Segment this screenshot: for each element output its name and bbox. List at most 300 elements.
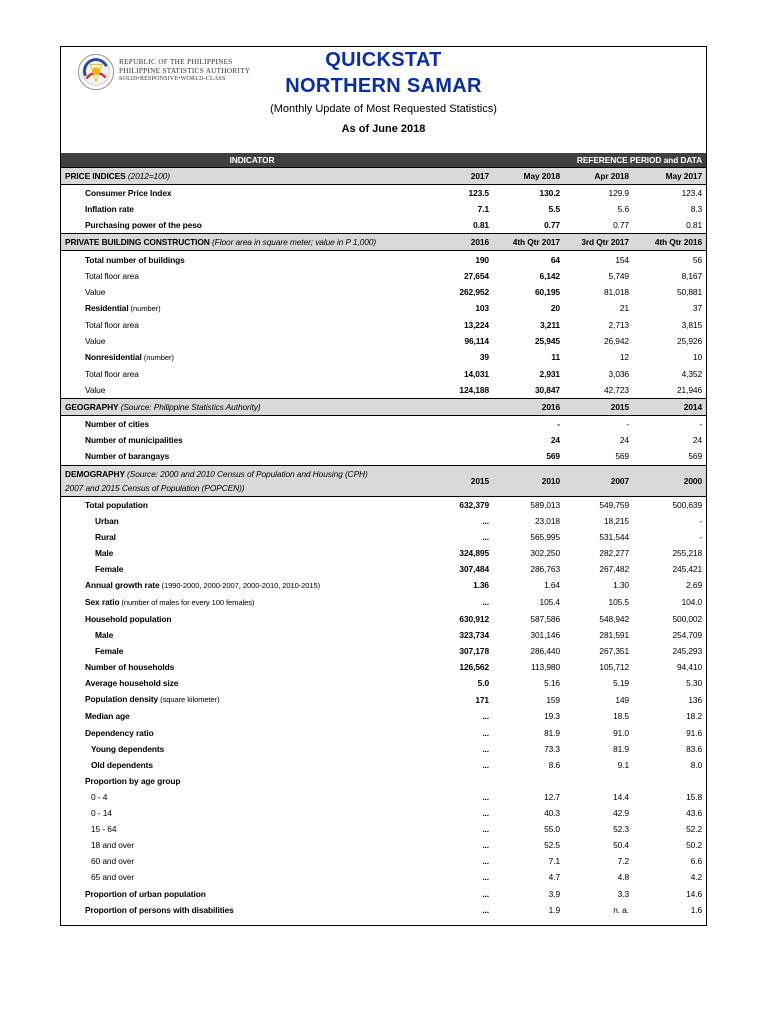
data-cell: 548,942: [599, 614, 629, 625]
indicator-label: [61, 496, 443, 513]
period-header: 2010: [493, 465, 564, 496]
table-row: [61, 416, 706, 433]
data-cell: [443, 448, 493, 465]
indicator-qualifier: (1990-2000, 2000-2007, 2000-2010, 2010-2015): [159, 580, 321, 590]
data-cell: 113,980: [531, 662, 560, 673]
data-cell: 9.1: [617, 759, 629, 770]
indicator-label: [61, 659, 443, 675]
data-cell: 5.6: [617, 204, 629, 215]
data-cell: 96,114: [464, 335, 489, 346]
data-cell: 42.9: [613, 808, 629, 819]
data-cell: 103: [475, 303, 489, 314]
data-cell: ...: [482, 791, 489, 802]
data-cell: 307,178: [459, 646, 489, 657]
data-cell: 2,713: [608, 319, 629, 330]
indicator-label: [61, 725, 443, 741]
data-cell: 26,942: [603, 335, 629, 346]
table-row: [61, 333, 706, 349]
data-cell: 123.4: [681, 188, 703, 199]
section-title: [61, 234, 443, 251]
period-header: 2017: [443, 168, 493, 185]
data-cell: 42,723: [603, 385, 629, 396]
section-note: (Floor area in square meter; value in P 1,000): [211, 237, 377, 248]
data-cell: [564, 773, 633, 789]
indicator-name: Old dependents: [91, 759, 153, 770]
table-row: [61, 643, 706, 659]
data-cell: 12.7: [544, 791, 560, 802]
table-row: [61, 448, 706, 465]
data-cell: 1.36: [473, 580, 489, 591]
data-cell: 245,421: [672, 563, 703, 574]
data-cell: 5.5: [548, 204, 560, 215]
period-header: 4th Qtr 2017: [493, 234, 564, 251]
indicator-label: [61, 773, 443, 789]
data-cell: 0.77: [544, 220, 560, 231]
indicator-name: 65 and over: [91, 872, 135, 883]
agency-line-2: PHILIPPINE STATISTICS AUTHORITY: [119, 66, 251, 75]
data-cell: ...: [482, 824, 489, 835]
section-title: [61, 465, 443, 496]
data-cell: ...: [482, 904, 489, 915]
indicator-name: Total population: [85, 499, 148, 510]
data-cell: 37: [692, 303, 703, 314]
indicator-qualifier: (square kilometer): [158, 695, 220, 705]
indicator-name: Female: [95, 563, 124, 574]
indicator-name: Inflation rate: [85, 204, 134, 215]
data-cell: 91.6: [686, 727, 703, 738]
indicator-name: Young dependents: [91, 743, 165, 754]
period-header: 2007: [564, 465, 633, 496]
table-row: [61, 789, 706, 805]
table-row: [61, 529, 706, 545]
agency-tagline: SOLID•RESPONSIVE•WORLD-CLASS: [119, 76, 226, 83]
indicator-label: [61, 757, 443, 773]
table-row: [61, 837, 706, 853]
data-cell: [443, 416, 493, 433]
data-cell: 0.77: [613, 220, 629, 231]
indicator-name: 0 - 4: [91, 791, 108, 802]
data-cell: 171: [475, 694, 489, 705]
data-cell: 91.0: [613, 727, 629, 738]
section-header-demography: [61, 465, 706, 496]
table-row: [61, 659, 706, 675]
data-cell: ...: [482, 727, 489, 738]
statistics-table-body: [61, 153, 706, 918]
indicator-name: Male: [95, 547, 114, 558]
table-row: [61, 594, 706, 611]
indicator-label: [61, 627, 443, 643]
period-header: May 2018: [493, 168, 564, 185]
indicator-name: Proportion of persons with disabilities: [85, 904, 234, 915]
indicator-name: Value: [85, 286, 106, 297]
data-cell: 52.3: [613, 824, 629, 835]
data-cell: 8.6: [548, 759, 560, 770]
data-cell: 5,749: [608, 270, 629, 281]
indicator-label: [61, 217, 443, 234]
data-cell: 25,926: [677, 335, 703, 346]
data-cell: 3,211: [540, 319, 560, 330]
data-cell: 565,995: [530, 531, 560, 542]
data-cell: 50.4: [613, 840, 629, 851]
indicator-name: Female: [95, 646, 124, 657]
data-cell: 307,484: [459, 563, 489, 574]
section-label: PRICE INDICES: [65, 171, 128, 182]
table-row: [61, 349, 706, 366]
indicator-label: [61, 869, 443, 885]
table-row: [61, 300, 706, 317]
data-cell: [633, 773, 706, 789]
section-title: [61, 399, 443, 416]
data-cell: 569: [546, 451, 560, 462]
data-cell: 55.0: [544, 824, 560, 835]
data-cell: 10: [692, 352, 703, 363]
table-row: [61, 627, 706, 643]
indicator-name: Total floor area: [85, 270, 139, 281]
sheet-header: [61, 47, 706, 153]
data-cell: 13,224: [463, 319, 489, 330]
data-cell: 630,912: [459, 614, 489, 625]
indicator-label: [61, 821, 443, 837]
data-cell: 60,195: [534, 286, 560, 297]
data-cell: 0.81: [686, 220, 703, 231]
data-cell: 52.2: [686, 824, 703, 835]
data-cell: 23,018: [534, 515, 560, 526]
data-cell: ...: [482, 743, 489, 754]
indicator-label: [61, 251, 443, 268]
indicator-name: Number of municipalities: [85, 435, 183, 446]
data-cell: ...: [482, 531, 489, 542]
indicator-name: Purchasing power of the peso: [85, 220, 202, 231]
indicator-name: Male: [95, 630, 114, 641]
table-row: [61, 432, 706, 448]
indicator-name: Annual growth rate: [85, 579, 160, 590]
indicator-name: Proportion by age group: [85, 775, 181, 786]
data-cell: 2,931: [539, 368, 560, 379]
data-cell: 50,881: [677, 286, 703, 297]
indicator-label: [61, 708, 443, 724]
table-row: [61, 691, 706, 708]
data-cell: 39: [479, 352, 489, 363]
period-header: 2015: [564, 399, 633, 416]
indicator-label: [61, 885, 443, 901]
table-row: [61, 201, 706, 217]
data-cell: 18,215: [603, 515, 629, 526]
section-source-note: (Source: 2000 and 2010 Census of Population and Housing (CPH): [127, 468, 368, 479]
indicator-label: [61, 545, 443, 561]
table-row: [61, 611, 706, 627]
data-cell: 12: [619, 352, 629, 363]
data-cell: 190: [475, 254, 489, 265]
table-row: [61, 805, 706, 821]
indicator-name: Value: [85, 385, 106, 396]
indicator-name: 0 - 14: [91, 808, 112, 819]
data-cell: 52.5: [544, 840, 560, 851]
indicator-name: Rural: [95, 531, 116, 542]
indicator-name: 60 and over: [91, 856, 135, 867]
section-label: GEOGRAPHY: [65, 402, 121, 413]
data-cell: 7.1: [477, 204, 489, 215]
table-row: [61, 496, 706, 513]
data-cell: 94,410: [677, 662, 703, 673]
data-cell: 19.3: [544, 711, 560, 722]
data-cell: 124,188: [459, 385, 489, 396]
data-cell: 282,277: [599, 547, 629, 558]
table-row: [61, 902, 706, 918]
indicator-name: Consumer Price Index: [85, 188, 172, 199]
table-row: [61, 382, 706, 399]
data-cell: [443, 432, 493, 448]
data-cell: 11: [551, 352, 560, 363]
indicator-label: [61, 284, 443, 300]
indicator-name: Number of households: [85, 662, 175, 673]
data-cell: 20: [550, 303, 560, 314]
data-cell: 24: [692, 435, 703, 446]
table-row: [61, 725, 706, 741]
data-cell: 18.2: [686, 711, 703, 722]
section-source-note: 2007 and 2015 Census of Population (POPCEN)): [65, 482, 245, 493]
data-cell: 632,379: [459, 499, 489, 510]
data-cell: 73.3: [544, 743, 560, 754]
agency-line-1: REPUBLIC OF THE PHILIPPINES: [119, 58, 233, 66]
data-cell: [443, 773, 493, 789]
data-cell: 18.5: [613, 711, 629, 722]
indicator-name: Median age: [85, 711, 130, 722]
data-cell: 286,440: [530, 646, 560, 657]
table-row: [61, 217, 706, 234]
data-cell: 105.5: [608, 597, 629, 608]
indicator-name: 18 and over: [91, 840, 135, 851]
data-cell: 531,544: [599, 531, 629, 542]
data-cell: 286,763: [530, 563, 560, 574]
indicator-name: Total number of buildings: [85, 254, 185, 265]
data-cell: 105,712: [599, 662, 629, 673]
data-cell: -: [699, 531, 703, 542]
indicator-label: [61, 837, 443, 853]
title-province: NORTHERN SAMAR: [285, 75, 482, 97]
indicator-name: Number of cities: [85, 419, 150, 430]
period-header: 2014: [633, 399, 706, 416]
indicator-header: INDICATOR: [61, 153, 443, 168]
table-row: [61, 853, 706, 869]
data-cell: ...: [482, 888, 489, 899]
table-row: [61, 545, 706, 561]
period-header: 2016: [443, 234, 493, 251]
indicator-name: Dependency ratio: [85, 727, 154, 738]
subtitle: (Monthly Update of Most Requested Statistics): [270, 103, 497, 115]
indicator-name: Residential: [85, 302, 129, 313]
data-cell: 267,482: [599, 563, 629, 574]
table-row: [61, 268, 706, 284]
data-cell: 3.9: [548, 888, 560, 899]
section-label: PRIVATE BUILDING CONSTRUCTION: [65, 237, 212, 248]
data-cell: 267,351: [599, 646, 629, 657]
data-cell: 587,586: [530, 614, 560, 625]
data-cell: 6,142: [539, 270, 560, 281]
data-cell: -: [699, 515, 703, 526]
table-row: [61, 513, 706, 529]
data-cell: 3,036: [608, 368, 629, 379]
table-row: [61, 251, 706, 268]
data-cell: 5.30: [686, 678, 703, 689]
data-cell: 159: [546, 694, 560, 705]
data-cell: 8,167: [681, 270, 703, 281]
section-title: [61, 168, 443, 185]
data-cell: 0.81: [473, 220, 489, 231]
section-header-building: [61, 234, 706, 251]
data-cell: 569: [615, 451, 629, 462]
data-cell: 24: [619, 435, 629, 446]
data-cell: 64: [550, 254, 560, 265]
indicator-name: Average household size: [85, 678, 179, 689]
data-cell: 81,018: [603, 286, 629, 297]
data-cell: 24: [550, 435, 560, 446]
data-cell: 81.9: [544, 727, 560, 738]
indicator-name: Total floor area: [85, 319, 139, 330]
table-row: [61, 675, 706, 691]
indicator-qualifier: (number of males for every 100 females): [119, 597, 255, 607]
indicator-label: [61, 675, 443, 691]
data-cell: 149: [615, 694, 629, 705]
table-row: [61, 366, 706, 382]
period-header: 2015: [443, 465, 493, 496]
data-cell: 14.4: [613, 791, 629, 802]
data-cell: 14.6: [686, 888, 703, 899]
section-label: DEMOGRAPHY: [65, 468, 128, 479]
data-cell: 4.7: [548, 872, 560, 883]
data-cell: 255,218: [672, 547, 703, 558]
indicator-label: [61, 513, 443, 529]
indicator-qualifier: (number): [141, 352, 174, 362]
data-cell: 281,591: [599, 630, 629, 641]
data-cell: 21,946: [677, 385, 703, 396]
data-cell: 8.3: [690, 204, 703, 215]
data-cell: -: [626, 419, 629, 430]
statistics-table: [61, 153, 706, 918]
data-cell: 3.3: [617, 888, 629, 899]
period-header: 3rd Qtr 2017: [564, 234, 633, 251]
indicator-label: [61, 448, 443, 465]
data-cell: 302,250: [530, 547, 560, 558]
data-cell: n. a.: [613, 904, 629, 915]
data-cell: 27,654: [463, 270, 489, 281]
data-cell: 129.9: [608, 188, 629, 199]
data-cell: 323,734: [459, 630, 489, 641]
data-cell: 1.9: [548, 904, 560, 915]
indicator-label: [61, 333, 443, 349]
table-row: [61, 757, 706, 773]
table-row: [61, 284, 706, 300]
period-header: [443, 399, 493, 416]
indicator-name: Household population: [85, 614, 172, 625]
data-cell: 254,709: [672, 630, 703, 641]
indicator-label: [61, 268, 443, 284]
indicator-name: Proportion of urban population: [85, 888, 206, 899]
period-header: 4th Qtr 2016: [633, 234, 706, 251]
data-cell: [493, 773, 564, 789]
table-row: [61, 317, 706, 333]
indicator-label: [61, 185, 443, 202]
data-cell: 105.4: [539, 597, 560, 608]
data-cell: 43.6: [686, 808, 703, 819]
data-cell: 5.19: [613, 678, 629, 689]
as-of-date: As of June 2018: [341, 123, 426, 135]
period-header: Apr 2018: [564, 168, 633, 185]
data-cell: ...: [482, 872, 489, 883]
data-cell: 324,895: [459, 547, 489, 558]
data-cell: 7.1: [548, 856, 560, 867]
data-cell: 500,002: [672, 614, 703, 625]
indicator-label: [61, 349, 443, 366]
data-cell: 2.69: [686, 580, 703, 591]
data-cell: 56: [692, 254, 703, 265]
indicator-label: [61, 594, 443, 611]
data-cell: 126,562: [459, 662, 489, 673]
section-header-geography: [61, 399, 706, 416]
indicator-label: [61, 691, 443, 708]
indicator-name: 15 - 64: [91, 824, 117, 835]
indicator-name: Population density: [85, 694, 159, 705]
indicator-label: [61, 432, 443, 448]
table-header-row: [61, 153, 706, 168]
indicator-label: [61, 382, 443, 399]
indicator-label: [61, 529, 443, 545]
indicator-label: [61, 201, 443, 217]
indicator-label: [61, 853, 443, 869]
indicator-label: [61, 317, 443, 333]
data-cell: 5.0: [477, 678, 489, 689]
indicator-label: [61, 741, 443, 757]
data-cell: ...: [482, 711, 489, 722]
data-cell: 83.6: [686, 743, 703, 754]
quickstat-sheet: [60, 46, 707, 926]
data-cell: ...: [482, 808, 489, 819]
section-header-price: [61, 168, 706, 185]
table-row: [61, 773, 706, 789]
data-cell: 500,639: [672, 499, 703, 510]
indicator-label: [61, 643, 443, 659]
data-cell: ...: [482, 840, 489, 851]
data-cell: 262,952: [459, 286, 489, 297]
period-header: 2016: [493, 399, 564, 416]
section-note: (Source: Philippine Statistics Authority): [120, 402, 261, 413]
indicator-label: [61, 416, 443, 433]
data-cell: 154: [615, 254, 629, 265]
indicator-name: Total floor area: [85, 368, 139, 379]
data-cell: 50.2: [686, 840, 703, 851]
data-cell: 21: [619, 303, 629, 314]
data-cell: 40.3: [544, 808, 560, 819]
data-cell: 123.5: [468, 188, 489, 199]
data-cell: 1.30: [613, 580, 629, 591]
data-cell: ...: [482, 515, 489, 526]
table-row: [61, 869, 706, 885]
indicator-name: Sex ratio: [85, 596, 120, 607]
data-cell: 4.2: [690, 872, 703, 883]
data-cell: 4.8: [617, 872, 629, 883]
data-cell: ...: [482, 759, 489, 770]
indicator-label: [61, 611, 443, 627]
indicator-name: Value: [85, 335, 106, 346]
table-row: [61, 821, 706, 837]
indicator-label: [61, 300, 443, 317]
period-header: 2000: [633, 465, 706, 496]
indicator-label: [61, 902, 443, 918]
data-cell: 30,847: [534, 385, 560, 396]
indicator-name: Number of barangays: [85, 451, 170, 462]
data-cell: 81.9: [613, 743, 629, 754]
data-cell: 4,352: [681, 368, 703, 379]
data-cell: ...: [482, 856, 489, 867]
